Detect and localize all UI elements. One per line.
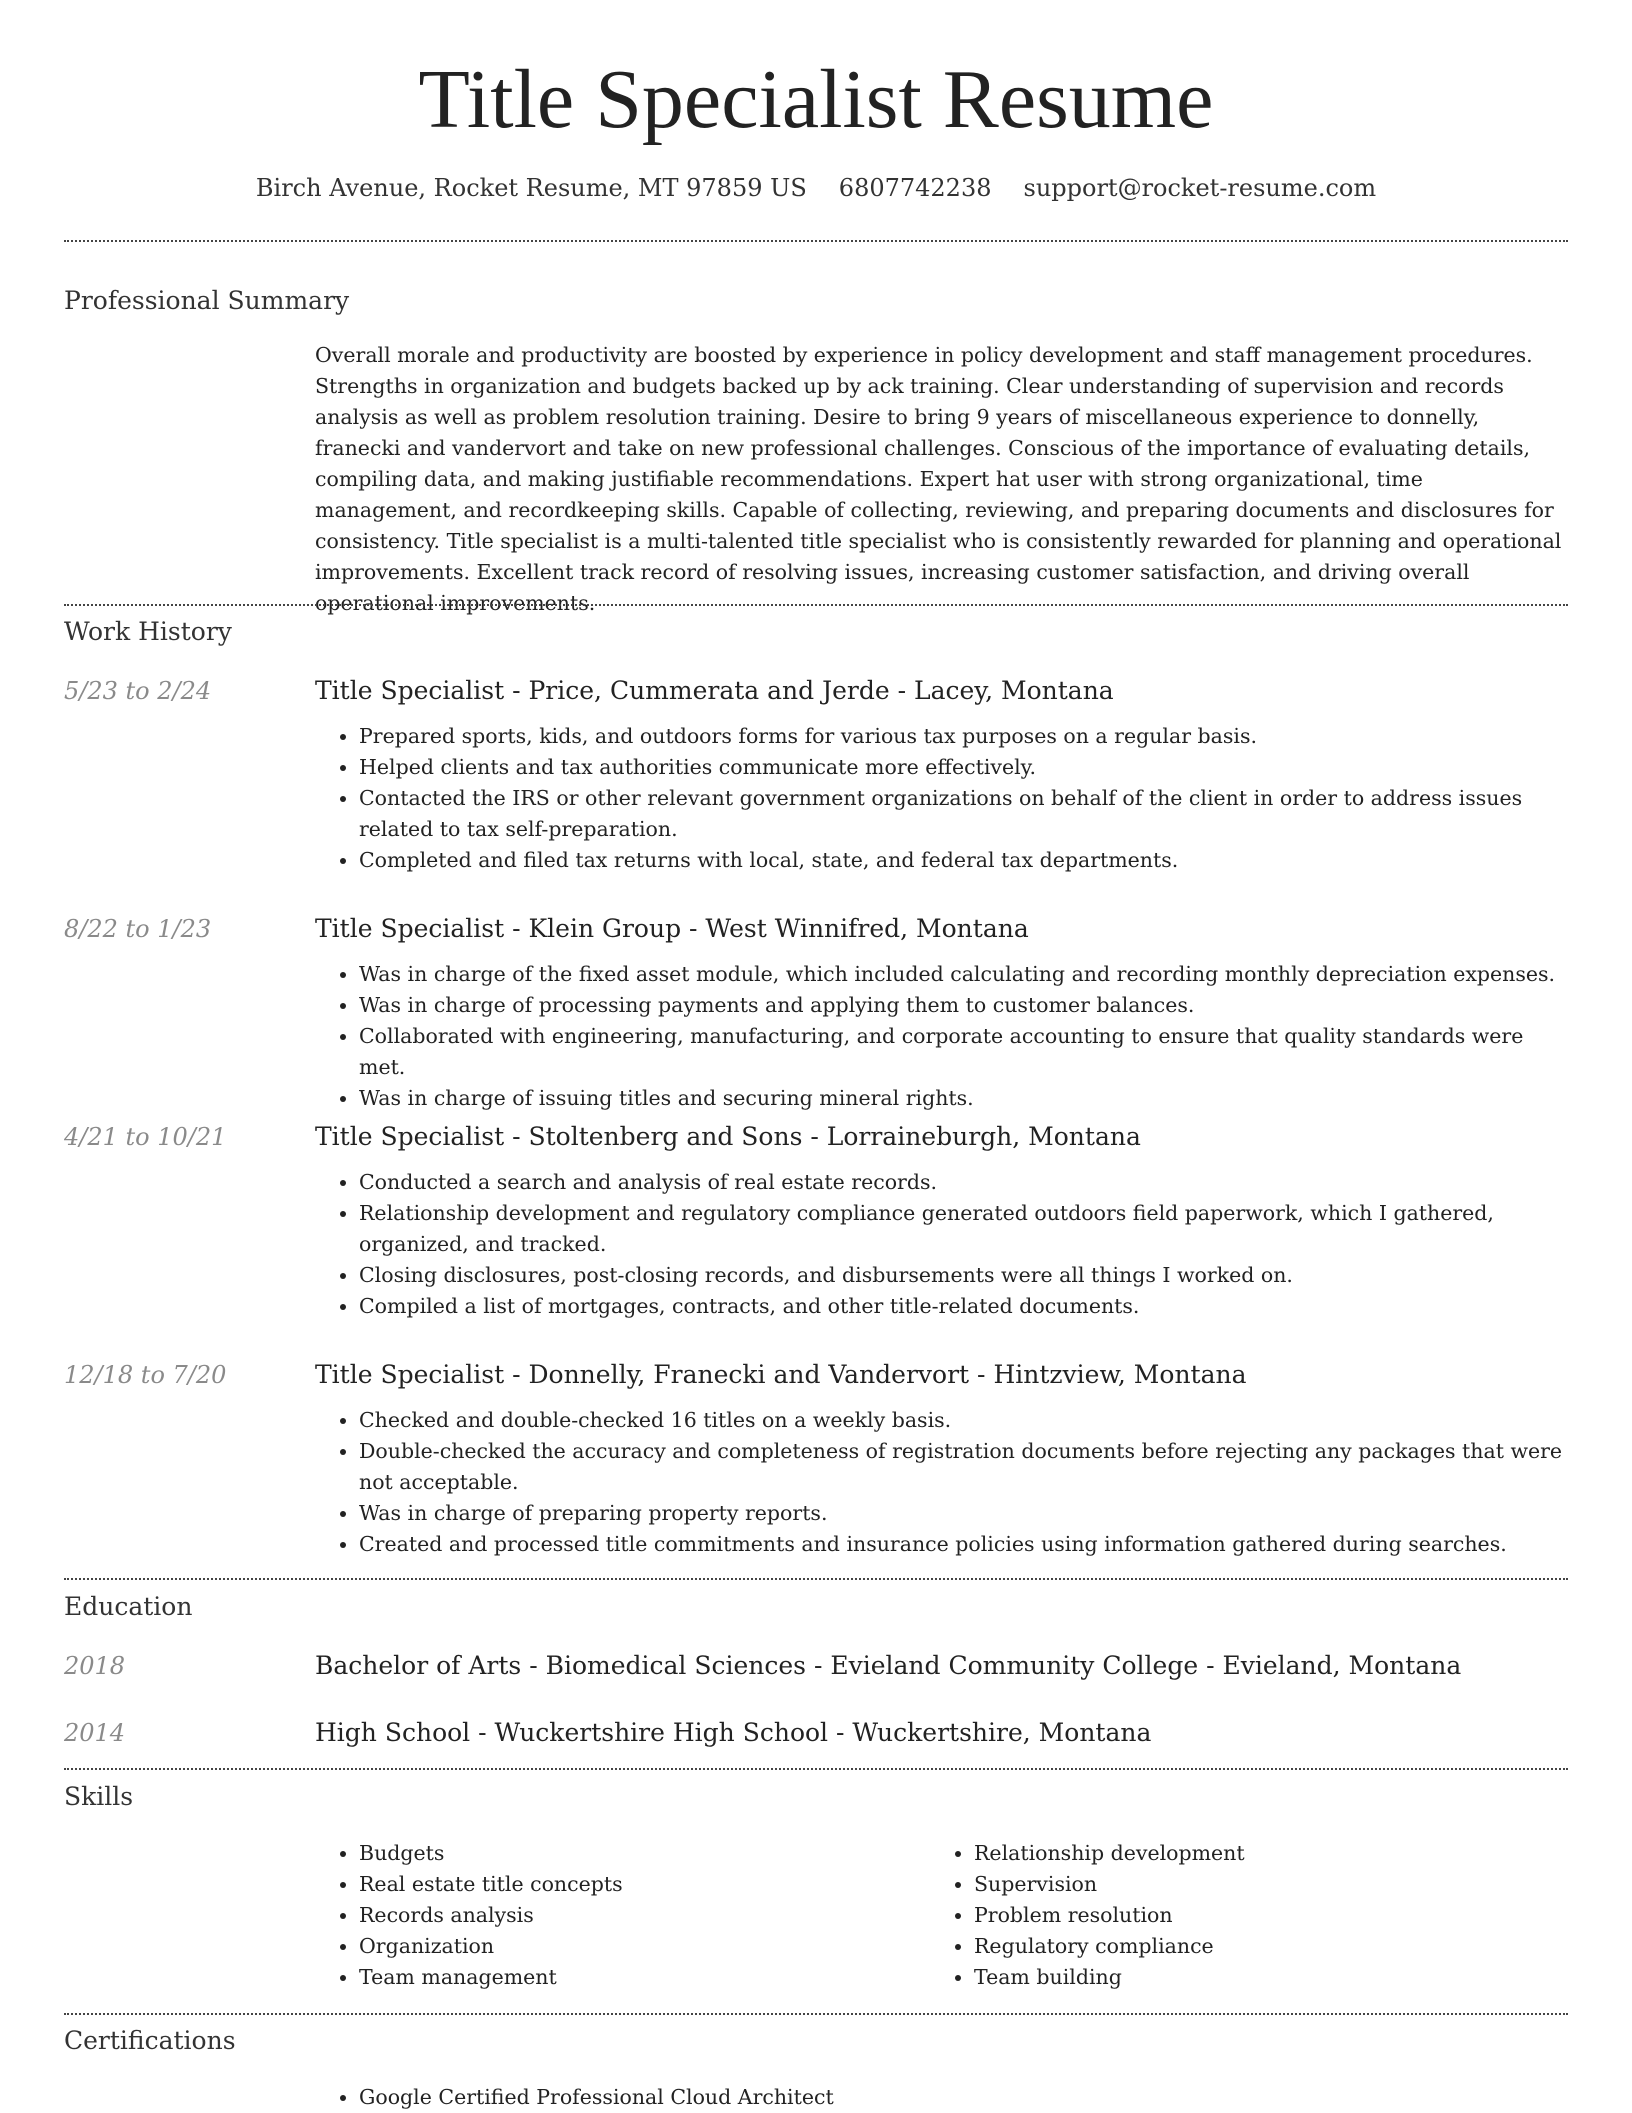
skill-item: • Relationship development (974, 1838, 1545, 1869)
job-bullet: • Completed and filed tax returns with local, state, and federal tax departments. (359, 845, 1568, 876)
skill-item: • Team building (974, 1962, 1545, 1993)
job-bullet: • Was in charge of preparing property reports. (359, 1498, 1568, 1529)
contact-address: Birch Avenue, Rocket Resume, MT 97859 US (255, 174, 807, 202)
section-divider (64, 240, 1568, 242)
job-bullets (315, 1167, 1568, 1322)
section-divider (64, 1578, 1568, 1580)
resume-title: Title Specialist Resume (418, 53, 1214, 146)
job-bullet: • Was in charge of the fixed asset module, which included calculating and recording monthly depreciation expenses. (359, 959, 1568, 990)
education-heading: Education (64, 1592, 193, 1621)
skill-item: • Problem resolution (974, 1900, 1545, 1931)
skills-heading: Skills (64, 1782, 134, 1811)
skill-item: • Real estate title concepts (359, 1869, 930, 1900)
job-bullet: • Checked and double-checked 16 titles on a weekly basis. (359, 1405, 1568, 1436)
education-heading-text: Bachelor of Arts - Biomedical Sciences - Evieland Community College - Evieland, Montana (315, 1651, 1462, 1680)
section-divider (64, 1768, 1568, 1770)
skills-list (315, 1838, 1568, 1993)
skills-column-right (930, 1838, 1545, 1993)
job-bullet: • Contacted the IRS or other relevant government organizations on behalf of the client in order to address issues related to tax self-preparation. (359, 783, 1568, 845)
job-bullet: • Compiled a list of mortgages, contracts, and other title-related documents. (359, 1291, 1568, 1322)
job-dates: 8/22 to 1/23 (64, 915, 212, 943)
job-bullets (315, 959, 1568, 1114)
skills-column-left (315, 1838, 930, 1993)
job-heading: Title Specialist - Donnelly, Franecki and Vandervort - Hintzview, Montana (315, 1360, 1247, 1389)
job-bullet: • Prepared sports, kids, and outdoors forms for various tax purposes on a regular basis. (359, 721, 1568, 752)
section-divider (64, 604, 1568, 606)
job-bullets (315, 1405, 1568, 1560)
job-bullets (315, 721, 1568, 876)
skill-item: • Records analysis (359, 1900, 930, 1931)
job-bullet: • Collaborated with engineering, manufacturing, and corporate accounting to ensure that quality standards were met. (359, 1021, 1568, 1083)
certification-item: • Google Certified Professional Cloud Architect (359, 2082, 1568, 2113)
skill-item: • Regulatory compliance (974, 1931, 1545, 1962)
skill-item: • Team management (359, 1962, 930, 1993)
job-bullet: • Helped clients and tax authorities communicate more effectively. (359, 752, 1568, 783)
work-history-heading: Work History (64, 617, 232, 646)
job-heading: Title Specialist - Price, Cummerata and Jerde - Lacey, Montana (315, 676, 1114, 705)
job-bullet: • Was in charge of processing payments and applying them to customer balances. (359, 990, 1568, 1021)
job-dates: 4/21 to 10/21 (64, 1123, 227, 1151)
job-dates: 12/18 to 7/20 (64, 1361, 227, 1389)
job-bullet: • Closing disclosures, post-closing records, and disbursements were all things I worked on. (359, 1260, 1568, 1291)
job-dates: 5/23 to 2/24 (64, 677, 212, 705)
contact-line (0, 170, 1632, 206)
job-bullet: • Conducted a search and analysis of real estate records. (359, 1167, 1568, 1198)
skill-item: • Budgets (359, 1838, 930, 1869)
summary-text: Overall morale and productivity are boosted by experience in policy development and staff management procedures. Strengths in organization and budgets backed up by ack training. Clear understanding of supervision and records analysis as well as problem resolution training. Desire to bring 9 years of miscellaneous experience to donnelly, franecki and vandervort and take on new professional challenges. Conscious of the importance of evaluating details, compiling data, and making justifiable recommendations. Expert hat user with strong organizational, time management, and recordkeeping skills. Capable of collecting, reviewing, and preparing documents and disclosures for consistency. Title specialist is a multi-talented title specialist who is consistently rewarded for planning and operational improvements. Excellent track record of resolving issues, increasing customer satisfaction, and driving overall operational improvements. (315, 343, 1562, 615)
skill-item: • Organization (359, 1931, 930, 1962)
job-bullet: • Relationship development and regulatory compliance generated outdoors field paperwork, which I gathered, organized, and tracked. (359, 1198, 1568, 1260)
summary-heading: Professional Summary (64, 286, 350, 315)
section-divider (64, 2013, 1568, 2015)
job-bullet: • Was in charge of issuing titles and securing mineral rights. (359, 1083, 1568, 1114)
certifications-list (315, 2082, 1568, 2113)
skill-item: • Supervision (974, 1869, 1545, 1900)
job-heading: Title Specialist - Stoltenberg and Sons - Lorraineburgh, Montana (315, 1122, 1141, 1151)
education-year: 2018 (64, 1652, 126, 1680)
job-bullet: • Created and processed title commitments and insurance policies using information gathered during searches. (359, 1529, 1568, 1560)
education-heading-text: High School - Wuckertshire High School - Wuckertshire, Montana (315, 1718, 1152, 1747)
certifications-heading: Certifications (64, 2026, 236, 2055)
contact-phone: 6807742238 (838, 174, 992, 202)
job-bullet: • Double-checked the accuracy and completeness of registration documents before rejecting any packages that were not acceptable. (359, 1436, 1568, 1498)
job-heading: Title Specialist - Klein Group - West Winnifred, Montana (315, 914, 1029, 943)
education-year: 2014 (64, 1719, 126, 1747)
contact-email: support@rocket-resume.com (1023, 174, 1377, 202)
